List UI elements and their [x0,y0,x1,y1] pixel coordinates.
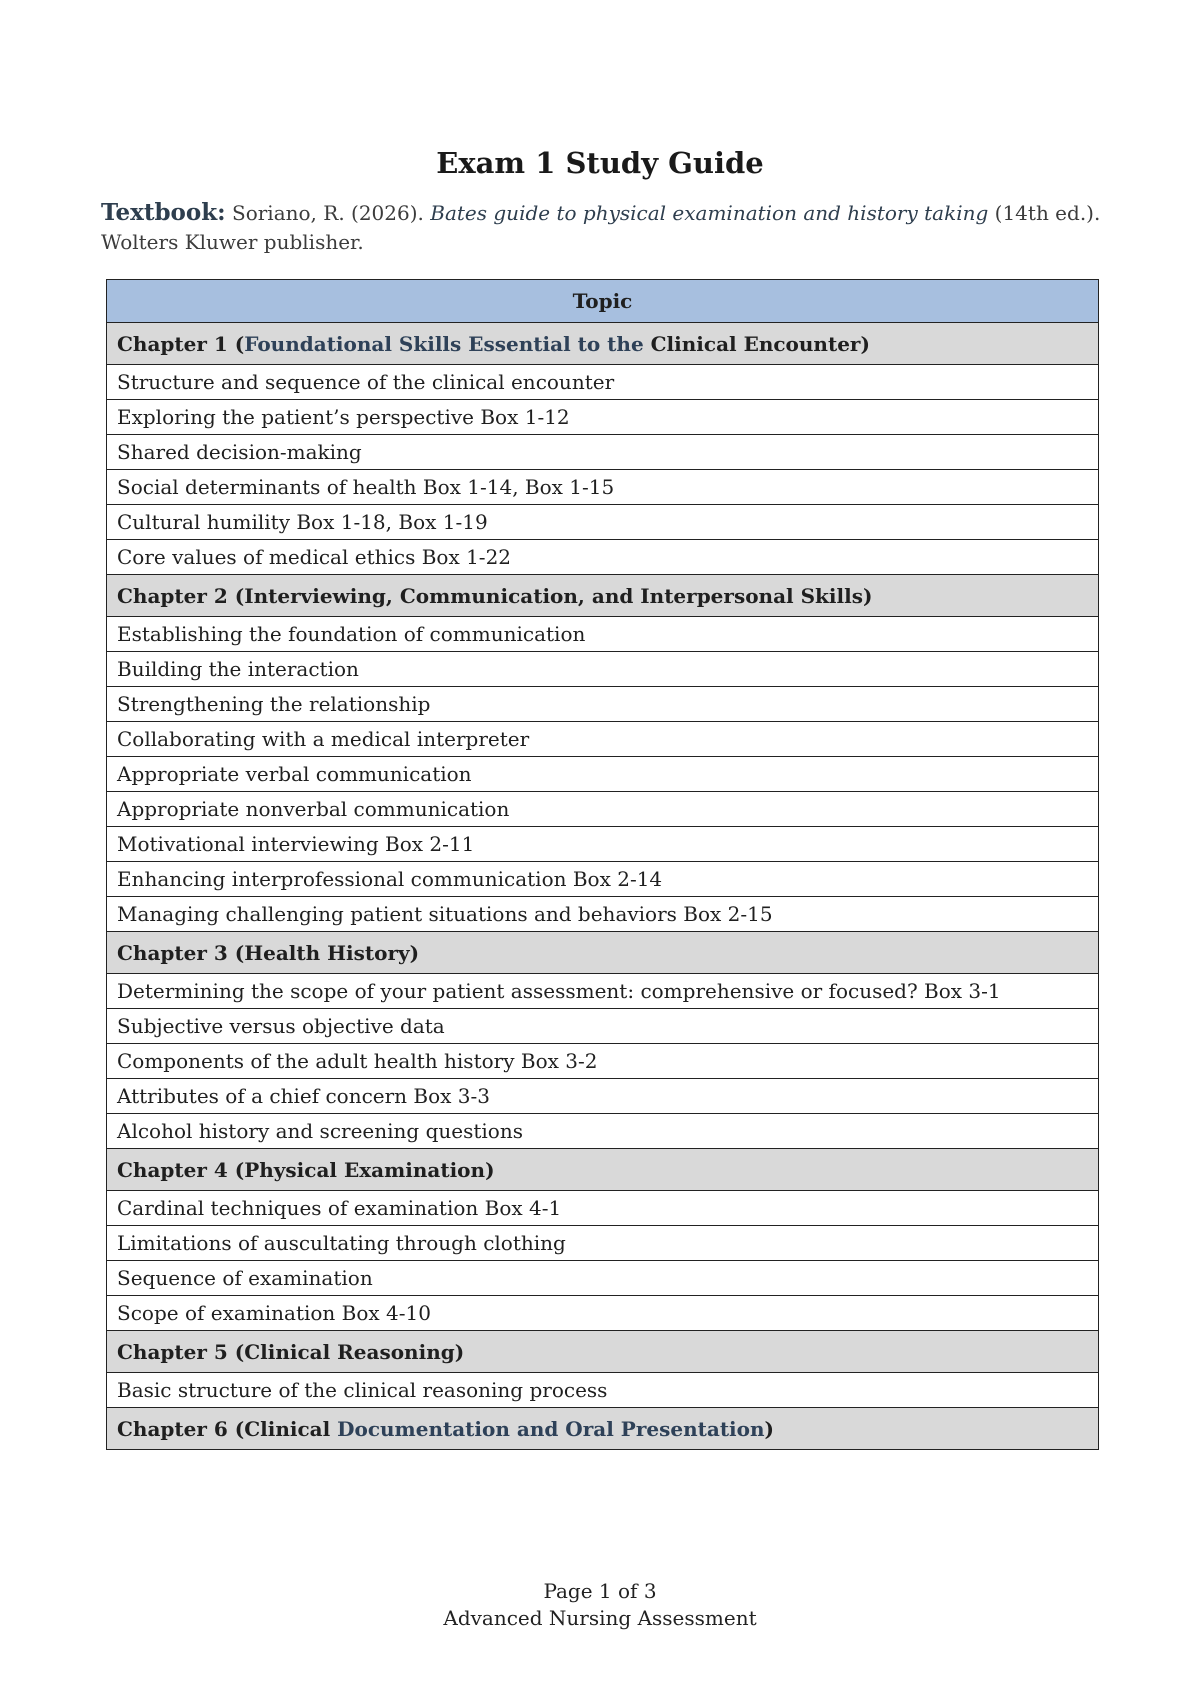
page-number: Page 1 of 3 [543,1579,657,1603]
topic-cell: Core values of medical ethics Box 1-22 [107,540,1099,575]
chapter-heading-cell [107,1149,1099,1191]
topic-cell: Components of the adult health history Box 3-2 [107,1044,1099,1079]
chapter-title: Chapter 3 (Health History) [117,940,420,965]
topic-cell: Enhancing interprofessional communication Box 2-14 [107,862,1099,897]
topic-cell: Determining the scope of your patient assessment: comprehensive or focused? Box 3-1 [107,974,1099,1009]
topic-cell: Appropriate verbal communication [107,757,1099,792]
chapter-title-suffix: ) [764,1416,774,1441]
table-row [107,1079,1099,1114]
table-row [107,1373,1099,1408]
chapter-heading-cell [107,1408,1099,1450]
chapter-row [107,1149,1099,1191]
chapter-title: Chapter 5 (Clinical Reasoning) [117,1339,465,1364]
topic-cell: Social determinants of health Box 1-14, Box 1-15 [107,470,1099,505]
table-row [107,365,1099,400]
topic-cell: Building the interaction [107,652,1099,687]
topic-cell: Appropriate nonverbal communication [107,792,1099,827]
topic-cell: Subjective versus objective data [107,1009,1099,1044]
topic-cell: Collaborating with a medical interpreter [107,722,1099,757]
chapter-heading-cell [107,932,1099,974]
course-name: Advanced Nursing Assessment [443,1606,757,1630]
chapter-heading-cell [107,1331,1099,1373]
page-footer [0,1578,1200,1632]
table-row [107,1009,1099,1044]
chapter-title: Chapter 1 ( [117,331,245,356]
topic-column-header: Topic [107,280,1099,323]
table-row [107,974,1099,1009]
topic-cell: Structure and sequence of the clinical encounter [107,365,1099,400]
topic-cell: Cultural humility Box 1-18, Box 1-19 [107,505,1099,540]
chapter-row [107,575,1099,617]
topic-cell: Limitations of auscultating through clothing [107,1226,1099,1261]
table-row [107,1191,1099,1226]
table-row [107,722,1099,757]
table-row [107,1114,1099,1149]
textbook-author-year: Soriano, R. (2026). [232,201,424,225]
chapter-title: Chapter 4 (Physical Examination) [117,1157,495,1182]
chapter-row [107,932,1099,974]
table-row [107,470,1099,505]
textbook-edition: (14th ed.). [994,201,1101,225]
table-row [107,687,1099,722]
chapter-row [107,1331,1099,1373]
table-row [107,1044,1099,1079]
table-row [107,827,1099,862]
topics-table-body [107,323,1099,1450]
topic-cell: Managing challenging patient situations and behaviors Box 2-15 [107,897,1099,932]
table-row [107,540,1099,575]
table-row [107,400,1099,435]
topic-cell: Basic structure of the clinical reasoning process [107,1373,1099,1408]
table-row [107,897,1099,932]
topics-table [106,279,1099,1450]
topic-cell: Establishing the foundation of communication [107,617,1099,652]
chapter-title-highlight: Documentation and Oral Presentation [337,1416,765,1441]
textbook-publisher: Wolters Kluwer publisher. [101,230,364,254]
chapter-title-suffix: Clinical Encounter) [643,331,870,356]
table-row [107,792,1099,827]
topic-cell: Sequence of examination [107,1261,1099,1296]
chapter-row [107,323,1099,365]
table-row [107,1261,1099,1296]
topic-cell: Strengthening the relationship [107,687,1099,722]
table-row [107,505,1099,540]
chapter-heading-cell [107,323,1099,365]
topic-cell: Cardinal techniques of examination Box 4-1 [107,1191,1099,1226]
table-row [107,862,1099,897]
chapter-title-highlight: Foundational Skills Essential to the [244,331,644,356]
chapter-title: Chapter 2 (Interviewing, Communication, and Interpersonal Skills) [117,583,873,608]
textbook-title: Bates guide to physical examination and history taking [430,201,989,225]
textbook-citation [101,198,1101,257]
table-row [107,652,1099,687]
page-title: Exam 1 Study Guide [436,146,764,180]
topic-cell: Alcohol history and screening questions [107,1114,1099,1149]
textbook-label: Textbook: [101,199,226,226]
topic-cell: Shared decision-making [107,435,1099,470]
table-row [107,757,1099,792]
topic-cell: Motivational interviewing Box 2-11 [107,827,1099,862]
chapter-row [107,1408,1099,1450]
chapter-heading-cell [107,575,1099,617]
table-header-row [107,280,1099,323]
table-row [107,435,1099,470]
chapter-title: Chapter 6 (Clinical [117,1416,338,1441]
topic-cell: Attributes of a chief concern Box 3-3 [107,1079,1099,1114]
table-row [107,1296,1099,1331]
topic-cell: Exploring the patient’s perspective Box 1-12 [107,400,1099,435]
topic-cell: Scope of examination Box 4-10 [107,1296,1099,1331]
table-row [107,617,1099,652]
table-row [107,1226,1099,1261]
